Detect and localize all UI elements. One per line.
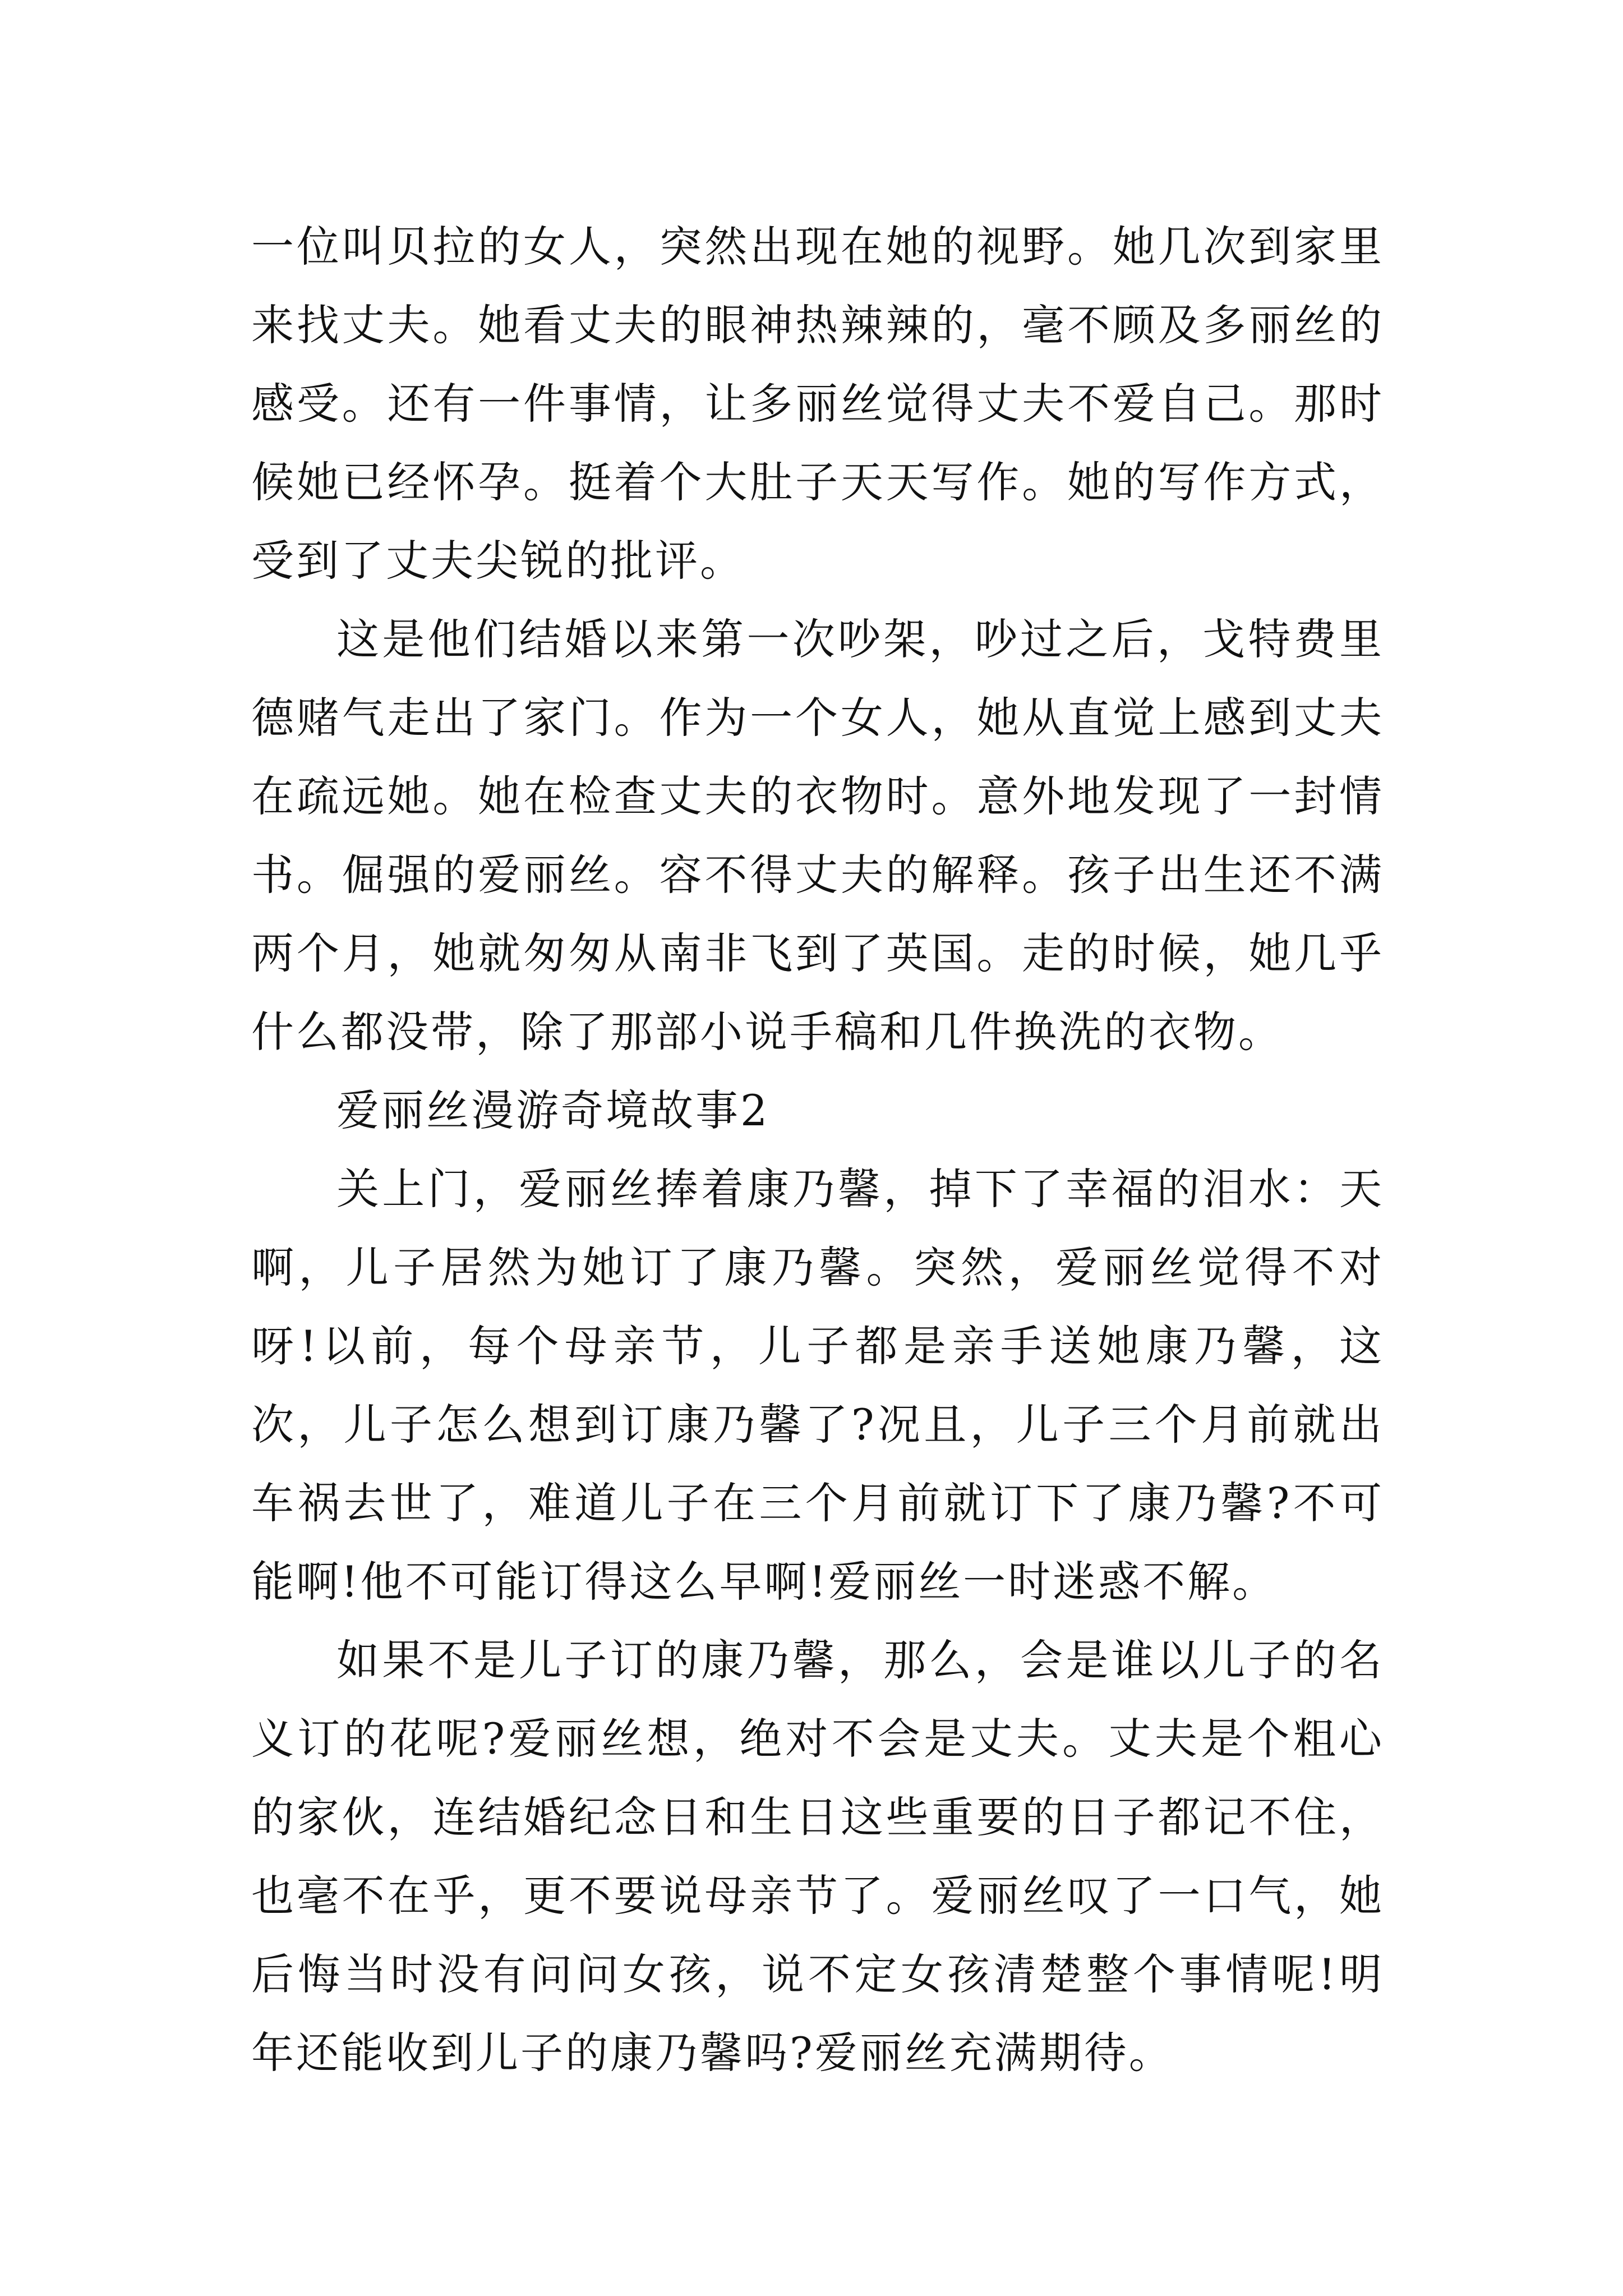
paragraph-4: 如果不是儿子订的康乃馨，那么，会是谁以儿子的名义订的花呢?爱丽丝想，绝对不会是丈夫。丈夫是个粗心的家伙，连结婚纪念日和生日这些重要的日子都记不住，也毫不在乎，更不要说母亲节了。爱丽丝叹了一口气，她后悔当时没有问问女孩，说不定女孩清楚整个事情呢!明年还能收到儿子的康乃馨吗?爱丽丝充满期待。 (251, 1635, 1384, 2078)
paragraph-3: 关上门，爱丽丝捧着康乃馨，掉下了幸福的泪水：天啊，儿子居然为她订了康乃馨。突然，爱丽丝觉得不对呀!以前，每个母亲节，儿子都是亲手送她康乃馨，这次，儿子怎么想到订康乃馨了?况且，儿子三个月前就出车祸去世了，难道儿子在三个月前就订下了康乃馨?不可能啊!他不可能订得这么早啊!爱丽丝一时迷惑不解。 (251, 1164, 1384, 1607)
section-heading: 爱丽丝漫游奇境故事2 (336, 1085, 770, 1135)
document-body (251, 208, 1384, 2092)
paragraph-2: 这是他们结婚以来第一次吵架，吵过之后，戈特费里德赌气走出了家门。作为一个女人，她从直觉上感到丈夫在疏远她。她在检查丈夫的衣物时。意外地发现了一封情书。倔强的爱丽丝。容不得丈夫的解释。孩子出生还不满两个月，她就匆匆从南非飞到了英国。走的时候，她几乎什么都没带，除了那部小说手稿和几件换洗的衣物。 (251, 614, 1384, 1057)
paragraph-1: 一位叫贝拉的女人，突然出现在她的视野。她几次到家里来找丈夫。她看丈夫的眼神热辣辣的，毫不顾及多丽丝的感受。还有一件事情，让多丽丝觉得丈夫不爱自己。那时候她已经怀孕。挺着个大肚子天天写作。她的写作方式，受到了丈夫尖锐的批评。 (251, 222, 1384, 586)
